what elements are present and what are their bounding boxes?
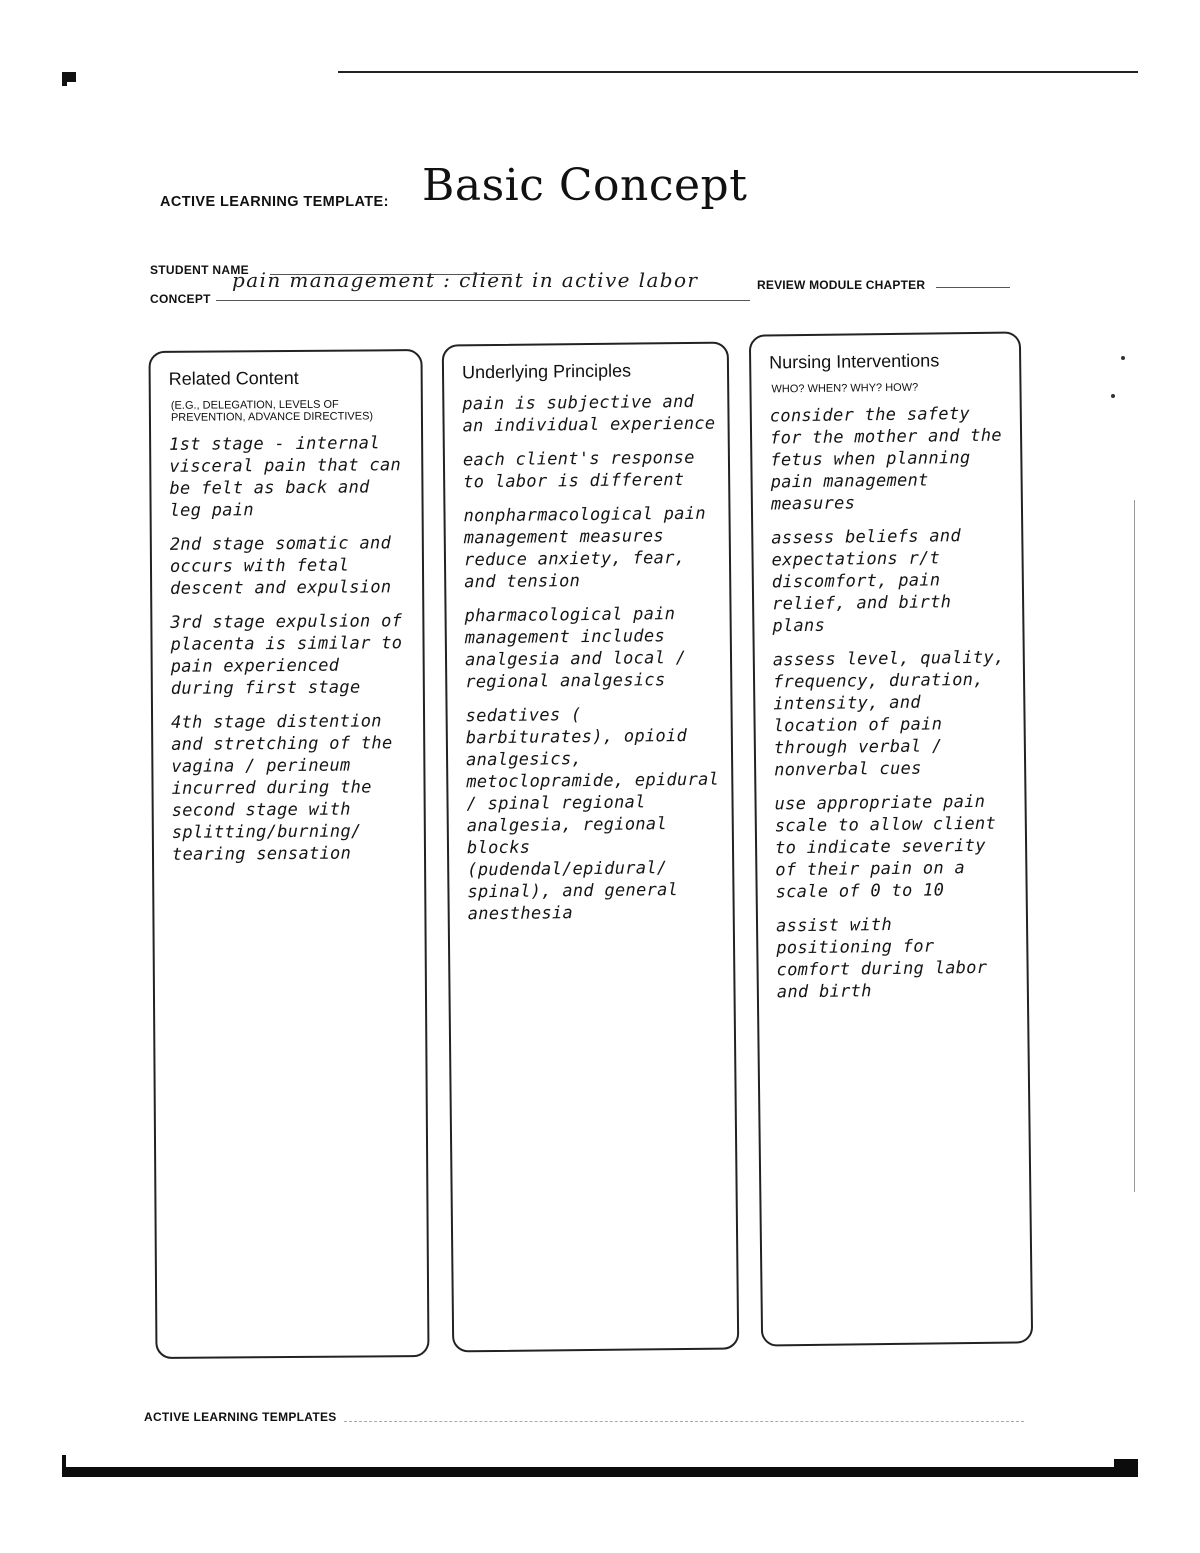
concept-field-line xyxy=(216,300,750,301)
nursing-interventions-entry: use appropriate pain scale to allow client to indicate severity of their pain on a scale of 0 to 10 xyxy=(774,791,997,903)
underlying-principles-entry: pharmacological pain management includes analgesia and local / regional analgesics xyxy=(464,604,687,693)
footer-line xyxy=(344,1421,1024,1422)
scan-speck xyxy=(1121,356,1125,360)
nursing-interventions-entry: assist with positioning for comfort during labor and birth xyxy=(775,914,988,1003)
nursing-interventions-subheading: WHO? WHEN? WHY? HOW? xyxy=(771,381,919,396)
related-content-entry: 2nd stage somatic and occurs with fetal descent and expulsion xyxy=(169,533,392,599)
nursing-interventions-heading: Nursing Interventions xyxy=(769,350,940,373)
scan-speck xyxy=(1111,394,1115,398)
bottom-rule xyxy=(62,1467,1138,1477)
concept-label: CONCEPT xyxy=(150,292,211,306)
scan-corner-mark xyxy=(62,72,76,82)
underlying-principles-entry: sedatives ( barbiturates), opioid analgesics, metoclopramide, epidural / spinal regional analgesia, regional blocks (pudendal/epidural/ spinal), and general anesthesia xyxy=(465,705,720,925)
related-content-box xyxy=(148,349,429,1359)
underlying-principles-entry: nonpharmacological pain management measures reduce anxiety, fear, and tension xyxy=(463,503,706,593)
underlying-principles-box xyxy=(442,342,740,1353)
nursing-interventions-entry: assess beliefs and expectations r/t discomfort, pain relief, and birth plans xyxy=(771,526,962,637)
review-module-chapter-field[interactable] xyxy=(936,287,1010,288)
nursing-interventions-entry: assess level, quality, frequency, duration, intensity, and location of pain through verbal / nonverbal cues xyxy=(772,647,1005,781)
template-title: Basic Concept xyxy=(422,160,748,211)
related-content-entry: 1st stage - internal visceral pain that can be felt as back and leg pain xyxy=(169,433,402,521)
related-content-entry: 4th stage distention and stretching of the vagina / perineum incurred during the second stage with splitting/burning/ tearing sensation xyxy=(171,711,393,865)
scan-margin-line xyxy=(1134,500,1135,1192)
review-module-chapter-label: REVIEW MODULE CHAPTER xyxy=(757,278,926,292)
related-content-heading: Related Content xyxy=(168,367,299,389)
related-content-entry: 3rd stage expulsion of placenta is similar to pain experienced during first stage xyxy=(170,611,403,699)
nursing-interventions-entry: consider the safety for the mother and the fetus when planning pain management measures xyxy=(769,404,1002,515)
underlying-principles-heading: Underlying Principles xyxy=(461,360,632,383)
student-name-label: STUDENT NAME xyxy=(150,263,249,277)
template-label: ACTIVE LEARNING TEMPLATE: xyxy=(160,194,389,210)
top-rule xyxy=(338,71,1138,73)
underlying-principles-entry: each client's response to labor is different xyxy=(462,447,695,493)
underlying-principles-entry: pain is subjective and an individual experience xyxy=(462,391,716,437)
concept-value[interactable]: pain management : client in active labor xyxy=(232,268,699,292)
footer-label: ACTIVE LEARNING TEMPLATES xyxy=(144,1410,337,1424)
related-content-subheading: (E.G., DELEGATION, LEVELS OF PREVENTION, ADVANCE DIRECTIVES) xyxy=(170,398,374,424)
nursing-interventions-box xyxy=(749,331,1033,1346)
